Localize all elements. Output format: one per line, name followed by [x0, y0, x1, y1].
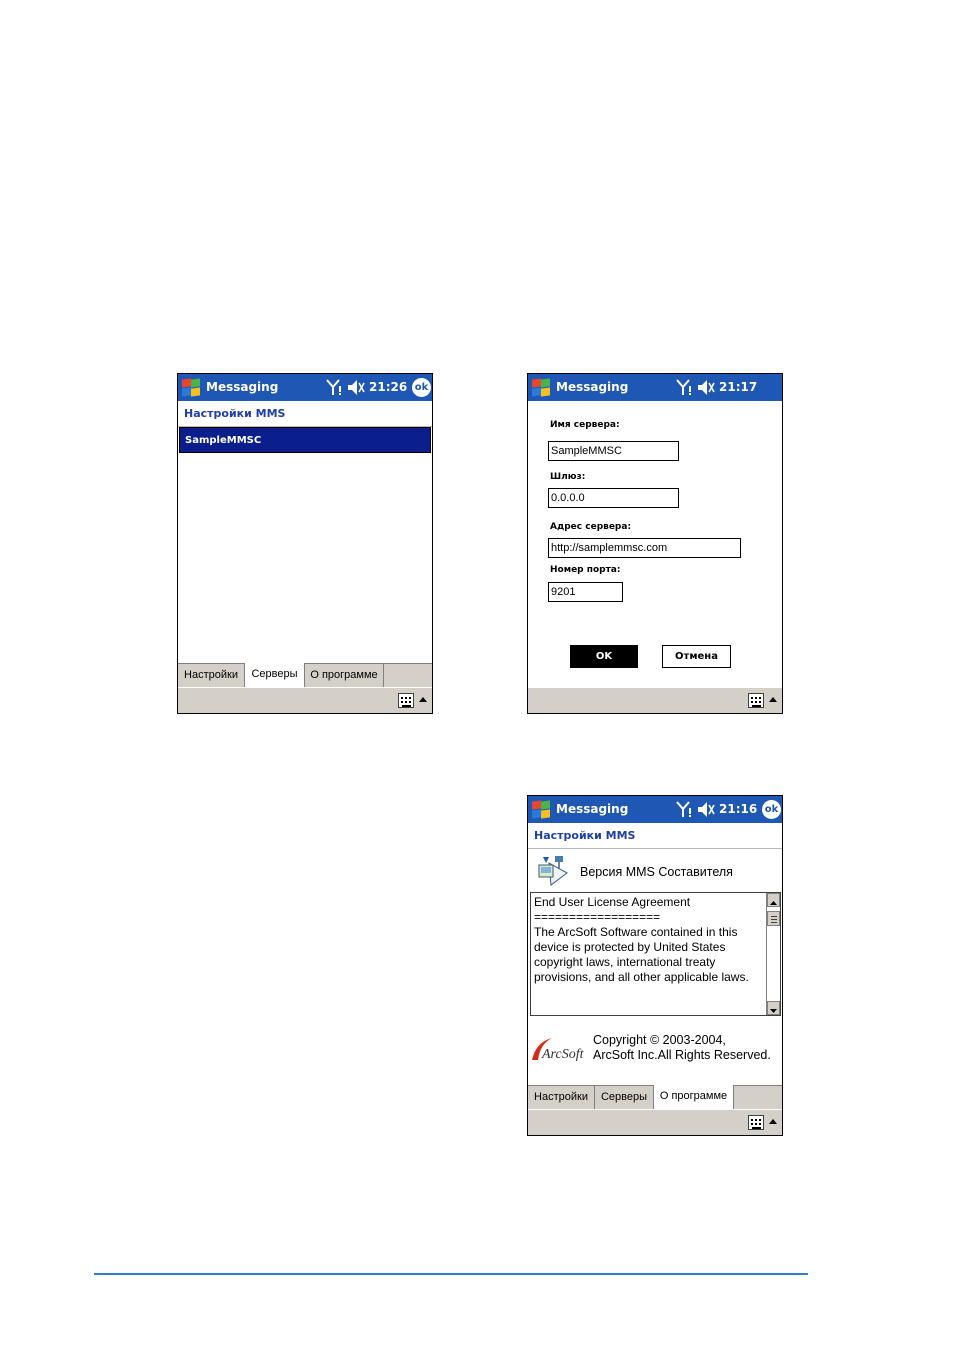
- tab-about[interactable]: О программе: [654, 1085, 734, 1109]
- gateway-input[interactable]: 0.0.0.0: [548, 488, 679, 508]
- scroll-down-icon[interactable]: [767, 1001, 780, 1015]
- page-title: Настройки MMS: [534, 829, 636, 842]
- page-title: Настройки MMS: [184, 407, 286, 420]
- menu-bar: [528, 687, 782, 713]
- tab-strip: [178, 663, 432, 687]
- gateway-label: Шлюз:: [550, 472, 586, 482]
- about-header: [528, 849, 782, 891]
- signal-icon[interactable]: [326, 378, 342, 396]
- speaker-muted-icon[interactable]: [697, 379, 715, 396]
- copyright-text: [593, 1033, 771, 1063]
- tab-strip: [528, 1085, 782, 1109]
- signal-icon[interactable]: [676, 800, 692, 818]
- scroll-thumb[interactable]: [767, 911, 780, 926]
- clock[interactable]: 21:16: [719, 802, 758, 816]
- tab-settings[interactable]: Настройки: [178, 664, 245, 687]
- tab-settings[interactable]: Настройки: [528, 1086, 595, 1109]
- scroll-up-icon[interactable]: [767, 893, 780, 907]
- tab-servers[interactable]: Серверы: [245, 663, 305, 687]
- app-title: Messaging: [206, 380, 279, 394]
- copyright-line-2: ArcSoft Inc.All Rights Reserved.: [593, 1048, 771, 1062]
- ok-button[interactable]: OK: [570, 645, 638, 668]
- port-input[interactable]: 9201: [548, 582, 623, 602]
- tab-about[interactable]: О программе: [305, 664, 384, 687]
- server-name-label: Имя сервера:: [550, 420, 620, 430]
- server-address-label: Адрес сервера:: [550, 522, 632, 532]
- tab-servers[interactable]: Серверы: [595, 1086, 654, 1109]
- app-title: Messaging: [556, 380, 629, 394]
- start-menu-icon[interactable]: [531, 800, 551, 819]
- menu-bar: [528, 1109, 782, 1135]
- pocketpc-screen-server-form: [527, 373, 783, 714]
- server-name-input[interactable]: SampleMMSC: [548, 441, 679, 461]
- list-item-server[interactable]: SampleMMSC: [179, 427, 431, 453]
- ok-close-button[interactable]: ok: [412, 378, 431, 397]
- cancel-button[interactable]: Отмена: [662, 645, 731, 668]
- mms-composer-icon: [535, 853, 571, 889]
- title-bar: [178, 374, 432, 401]
- app-title: Messaging: [556, 802, 629, 816]
- title-bar: [528, 796, 782, 823]
- license-text: End User License Agreement ================== The ArcSoft Software contained in this device is protected by United States copyright laws, international treaty provisions, and all other applicable laws.: [534, 895, 749, 984]
- clock[interactable]: 21:26: [369, 380, 408, 394]
- input-panel-arrow-icon[interactable]: [767, 1114, 779, 1130]
- ok-close-button[interactable]: ok: [762, 800, 781, 819]
- footer-rule: [94, 1273, 808, 1275]
- pocketpc-screen-servers: [177, 373, 433, 714]
- scrollbar[interactable]: [766, 893, 780, 1015]
- menu-bar: [178, 687, 432, 713]
- license-textbox[interactable]: [530, 892, 781, 1016]
- start-menu-icon[interactable]: [181, 378, 201, 397]
- keyboard-icon[interactable]: [748, 1115, 764, 1130]
- arcsoft-logo: [530, 1034, 594, 1064]
- server-address-input[interactable]: http://samplemmsc.com: [548, 538, 741, 558]
- speaker-muted-icon[interactable]: [347, 379, 365, 396]
- pocketpc-screen-about: [527, 795, 783, 1136]
- clock[interactable]: 21:17: [719, 380, 758, 394]
- keyboard-icon[interactable]: [748, 693, 764, 708]
- port-label: Номер порта:: [550, 565, 621, 575]
- arcsoft-logo-text: ArcSoft: [542, 1047, 584, 1062]
- start-menu-icon[interactable]: [531, 378, 551, 397]
- servers-list[interactable]: [179, 427, 431, 663]
- title-bar: [528, 374, 782, 401]
- signal-icon[interactable]: [676, 378, 692, 396]
- copyright-line-1: Copyright © 2003-2004,: [593, 1033, 726, 1047]
- input-panel-arrow-icon[interactable]: [417, 692, 429, 708]
- version-text: Версия MMS Составителя: [580, 865, 733, 879]
- input-panel-arrow-icon[interactable]: [767, 692, 779, 708]
- keyboard-icon[interactable]: [398, 693, 414, 708]
- speaker-muted-icon[interactable]: [697, 801, 715, 818]
